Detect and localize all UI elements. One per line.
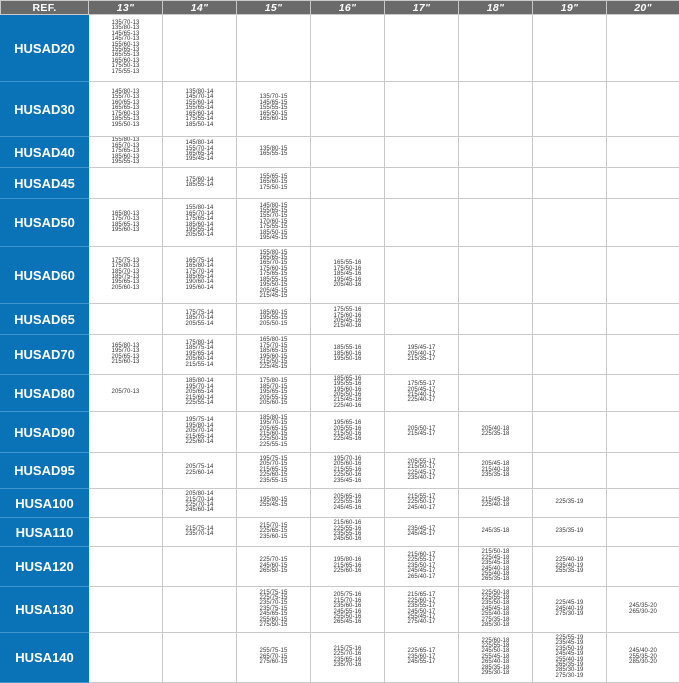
tire-sizes-cell: 155/80-14 165/70-14 175/65-14 185/60-14 195/55-14 205/50-14 (163, 199, 237, 247)
header-16-inch: 16" (311, 1, 385, 15)
ref-code-cell: HUSAD40 (1, 137, 89, 168)
tire-sizes-cell: 235/35-19 (533, 518, 607, 547)
tire-sizes-cell: 215/50-18 225/45-18 235/45-18 245/40-18 255/40-18 265/35-18 (459, 547, 533, 587)
tire-sizes-cell: 175/55-16 175/60-16 205/45-16 215/40-16 (311, 304, 385, 335)
ref-code-cell: HUSAD50 (1, 199, 89, 247)
tire-sizes-cell: 195/80-15 255/45-15 (237, 489, 311, 518)
tire-sizes-cell: 205/50-17 215/45-17 (385, 412, 459, 453)
tire-sizes-cell (385, 199, 459, 247)
ref-code-cell: HUSAD95 (1, 453, 89, 489)
tire-sizes-cell (89, 518, 163, 547)
tire-sizes-cell (311, 82, 385, 137)
tire-sizes-cell (459, 15, 533, 82)
header-ref: REF. (1, 1, 89, 15)
header-14-inch: 14" (163, 1, 237, 15)
tire-sizes-cell: 165/80-15 175/70-15 185/65-15 195/60-15 215/50-15 225/45-15 (237, 335, 311, 375)
tire-sizes-cell (607, 199, 679, 247)
tire-sizes-cell (89, 547, 163, 587)
tire-sizes-cell: 165/55-16 175/50-16 185/45-16 195/45-16 205/40-16 (311, 247, 385, 304)
tire-sizes-cell: 235/45-17 245/45-17 (385, 518, 459, 547)
tire-sizes-cell (163, 15, 237, 82)
tire-sizes-cell (607, 412, 679, 453)
header-row (1, 1, 679, 15)
tire-sizes-cell (89, 168, 163, 199)
header-17-inch: 17" (385, 1, 459, 15)
ref-code-cell: HUSAD90 (1, 412, 89, 453)
tire-sizes-cell: 195/75-15 205/70-15 215/65-15 225/60-15 235/55-15 (237, 453, 311, 489)
tire-sizes-cell (385, 15, 459, 82)
tire-sizes-cell: 175/75-13 175/80-13 185/70-13 185/75-13 195/65-13 205/60-13 (89, 247, 163, 304)
tire-sizes-cell: 205/55-17 215/50-17 225/45-17 235/40-17 (385, 453, 459, 489)
tire-sizes-cell (607, 168, 679, 199)
tire-sizes-cell: 165/75-14 165/80-14 175/70-14 185/65-14 190/60-14 195/60-14 (163, 247, 237, 304)
ref-code-cell: HUSA100 (1, 489, 89, 518)
tire-sizes-cell (533, 82, 607, 137)
tire-sizes-cell (385, 247, 459, 304)
tire-sizes-cell (89, 633, 163, 683)
ref-code-cell: HUSAD30 (1, 82, 89, 137)
ref-code-cell: HUSA120 (1, 547, 89, 587)
table-row (1, 247, 679, 304)
tire-sizes-cell: 205/45-18 215/40-18 235/35-18 (459, 453, 533, 489)
header-15-inch: 15" (237, 1, 311, 15)
table-row (1, 168, 679, 199)
tire-sizes-cell (459, 247, 533, 304)
tire-sizes-cell: 195/80-16 215/65-16 225/60-16 (311, 547, 385, 587)
tire-sizes-cell: 155/80-13 165/70-13 175/65-13 185/60-13 195/55-13 (89, 137, 163, 168)
tire-sizes-cell (459, 335, 533, 375)
tire-sizes-cell (533, 247, 607, 304)
tire-sizes-cell (89, 453, 163, 489)
tire-sizes-cell: 205/40-18 225/35-18 (459, 412, 533, 453)
table-row (1, 82, 679, 137)
tire-sizes-cell (533, 168, 607, 199)
ref-code-cell: HUSA110 (1, 518, 89, 547)
tire-sizes-cell (607, 304, 679, 335)
tire-sizes-cell: 225/40-19 235/40-19 255/35-19 (533, 547, 607, 587)
table-row (1, 489, 679, 518)
tire-sizes-cell: 205/70-13 (89, 375, 163, 412)
table-row (1, 453, 679, 489)
tire-sizes-cell: 225/50-18 225/55-18 235/50-18 245/45-18 255/40-18 275/35-18 285/30-18 (459, 587, 533, 633)
table-row (1, 199, 679, 247)
tire-sizes-cell: 175/55-17 205/45-17 215/40-17 225/40-17 (385, 375, 459, 412)
tire-sizes-cell (607, 518, 679, 547)
tire-sizes-cell: 195/45-17 205/40-17 215/35-17 (385, 335, 459, 375)
tire-sizes-cell (459, 168, 533, 199)
tire-sizes-cell (459, 137, 533, 168)
ref-code-cell: HUSAD80 (1, 375, 89, 412)
tire-sizes-cell: 245/35-18 (459, 518, 533, 547)
tire-sizes-cell (607, 137, 679, 168)
tire-sizes-cell: 215/75-14 235/70-14 (163, 518, 237, 547)
tire-sizes-cell: 165/80-13 175/70-13 185/65-13 195/60-13 (89, 199, 163, 247)
tire-sizes-cell: 135/70-15 145/65-15 155/55-15 165/50-15 165/60-15 (237, 82, 311, 137)
tire-sizes-cell: 145/80-14 155/70-14 165/65-14 195/45-14 (163, 137, 237, 168)
table-row (1, 335, 679, 375)
table-row (1, 547, 679, 587)
tire-sizes-cell: 215/65-17 225/60-17 235/55-17 245/50-17 255/45-17 275/40-17 (385, 587, 459, 633)
tire-sizes-cell (89, 304, 163, 335)
table-row (1, 137, 679, 168)
tire-sizes-cell: 215/60-17 225/55-17 235/50-17 245/45-17 265/40-17 (385, 547, 459, 587)
tire-sizes-cell: 225/65-17 235/60-17 245/55-17 (385, 633, 459, 683)
tire-sizes-cell: 225/55-19 235/45-19 235/50-19 245/45-19 255/40-19 265/35-19 285/30-19 275/30-19 (533, 633, 607, 683)
tire-sizes-cell: 135/80-15 165/55-15 (237, 137, 311, 168)
tire-sizes-cell (533, 375, 607, 412)
tire-sizes-cell (163, 547, 237, 587)
tire-sizes-cell (607, 489, 679, 518)
table-body (1, 15, 679, 683)
tire-sizes-cell (89, 412, 163, 453)
tire-sizes-cell: 245/35-20 265/30-20 (607, 587, 679, 633)
tire-sizes-cell (163, 633, 237, 683)
tire-sizes-cell (533, 412, 607, 453)
tire-sizes-cell: 185/80-14 195/70-14 205/65-14 215/60-14 225/55-14 (163, 375, 237, 412)
table-row (1, 412, 679, 453)
tire-sizes-cell: 225/35-19 (533, 489, 607, 518)
tire-sizes-cell (311, 137, 385, 168)
tire-sizes-cell: 215/75-16 225/70-16 235/65-16 235/70-16 (311, 633, 385, 683)
tire-sizes-cell (607, 82, 679, 137)
tire-sizes-cell: 195/70-16 205/60-16 215/55-16 225/50-16 235/45-16 (311, 453, 385, 489)
tire-sizes-cell (459, 199, 533, 247)
tire-sizes-cell (163, 587, 237, 633)
ref-code-cell: HUSAD70 (1, 335, 89, 375)
tire-sizes-cell (459, 304, 533, 335)
tire-sizes-cell: 225/70-15 245/60-15 265/50-15 (237, 547, 311, 587)
tire-sizes-cell: 135/80-14 145/70-14 155/60-14 155/65-14 165/60-14 175/55-14 185/50-14 (163, 82, 237, 137)
tire-sizes-cell: 205/75-14 225/60-14 (163, 453, 237, 489)
tire-sizes-cell (311, 168, 385, 199)
tire-sizes-cell: 175/80-15 185/70-15 195/65-15 205/55-15 205/60-15 (237, 375, 311, 412)
ref-code-cell: HUSAD45 (1, 168, 89, 199)
tire-sizes-cell (607, 547, 679, 587)
table-row (1, 587, 679, 633)
tire-sizes-cell: 175/80-14 185/75-14 195/65-14 205/60-14 215/55-14 (163, 335, 237, 375)
tire-sizes-cell: 215/75-15 225/75-15 235/70-15 235/75-15 245/65-15 255/60-15 275/50-15 (237, 587, 311, 633)
tire-sizes-cell (607, 453, 679, 489)
tire-sizes-cell (385, 168, 459, 199)
tire-sizes-cell (89, 587, 163, 633)
ref-code-cell: HUSAD20 (1, 15, 89, 82)
ref-code-cell: HUSAD65 (1, 304, 89, 335)
tire-sizes-cell (237, 15, 311, 82)
tire-sizes-cell (607, 247, 679, 304)
tire-sizes-cell (459, 82, 533, 137)
tire-sizes-cell (385, 82, 459, 137)
tire-sizes-cell: 175/60-14 185/55-14 (163, 168, 237, 199)
tire-sizes-cell: 185/65-16 195/55-16 195/60-16 205/50-16 215/45-16 225/40-16 (311, 375, 385, 412)
tire-sizes-cell (533, 335, 607, 375)
table-row (1, 375, 679, 412)
tire-sizes-cell (89, 489, 163, 518)
tire-sizes-cell: 215/70-15 225/65-15 235/60-15 (237, 518, 311, 547)
tire-sizes-cell: 245/40-20 255/35-20 285/30-20 (607, 633, 679, 683)
tire-sizes-cell (311, 15, 385, 82)
tire-sizes-cell (533, 199, 607, 247)
tire-sizes-cell: 165/80-13 195/70-13 205/65-13 215/60-13 (89, 335, 163, 375)
tire-sizes-cell (607, 375, 679, 412)
tire-sizes-cell: 215/60-16 225/55-16 235/55-16 245/50-16 (311, 518, 385, 547)
table-row (1, 633, 679, 683)
ref-code-cell: HUSA130 (1, 587, 89, 633)
tire-sizes-cell: 145/80-15 155/65-15 155/70-15 170/60-15 175/55-15 185/50-15 195/45-15 (237, 199, 311, 247)
table-row (1, 15, 679, 82)
tire-sizes-cell (533, 15, 607, 82)
header-19-inch: 19" (533, 1, 607, 15)
tire-sizes-cell (533, 453, 607, 489)
header-20-inch: 20" (607, 1, 679, 15)
tire-sizes-cell: 175/75-14 185/70-14 205/55-14 (163, 304, 237, 335)
table-row (1, 518, 679, 547)
tire-sizes-cell: 255/75-15 265/70-15 275/60-15 (237, 633, 311, 683)
tire-sizes-cell: 215/45-18 225/40-18 (459, 489, 533, 518)
table-row (1, 304, 679, 335)
tire-sizes-cell (385, 304, 459, 335)
tire-sizes-cell (385, 137, 459, 168)
tire-sizes-cell: 155/65-15 165/60-15 175/50-15 (237, 168, 311, 199)
tire-sizes-cell: 155/80-15 165/65-15 165/70-15 175/60-15 175/65-15 185/55-15 195/50-15 205/45-15 215/45-15 (237, 247, 311, 304)
tire-sizes-cell (607, 15, 679, 82)
tire-sizes-cell: 205/65-16 225/55-16 245/45-16 (311, 489, 385, 518)
tire-sizes-cell: 205/75-16 215/70-16 235/60-16 245/55-16 255/50-16 265/45-16 (311, 587, 385, 633)
header-13-inch: 13" (89, 1, 163, 15)
tire-sizes-cell: 195/65-16 205/55-16 215/50-16 225/45-16 (311, 412, 385, 453)
table-header (1, 1, 679, 15)
tire-sizes-cell: 145/80-13 155/70-13 160/65-13 165/65-13 175/60-13 185/55-13 195/50-13 (89, 82, 163, 137)
tire-sizes-cell: 195/75-14 195/80-14 205/70-14 215/65-14 225/60-14 (163, 412, 237, 453)
tire-sizes-cell (459, 375, 533, 412)
tire-sizes-cell: 215/55-17 225/50-17 245/40-17 (385, 489, 459, 518)
ref-code-cell: HUSA140 (1, 633, 89, 683)
tire-sizes-cell (311, 199, 385, 247)
tire-sizes-cell: 225/45-19 245/40-19 275/30-19 (533, 587, 607, 633)
tire-sizes-cell (533, 304, 607, 335)
tire-sizes-cell: 225/60-18 225/55-18 245/50-18 255/45-18 265/40-18 285/35-18 295/30-18 (459, 633, 533, 683)
tire-sizes-cell (533, 137, 607, 168)
tire-sizes-cell (607, 335, 679, 375)
tire-sizes-cell: 185/80-15 195/70-15 205/65-15 215/60-15 225/50-15 225/55-15 (237, 412, 311, 453)
tire-sizes-cell: 185/55-16 185/60-16 195/50-16 (311, 335, 385, 375)
header-18-inch: 18" (459, 1, 533, 15)
tire-sizes-cell: 135/70-13 135/80-13 145/65-13 145/70-13 155/60-13 155/65-13 165/55-13 165/60-13 175/50-13 175/55-13 (89, 15, 163, 82)
tire-sizes-cell: 185/60-15 195/55-15 205/50-15 (237, 304, 311, 335)
tire-sizes-cell: 205/80-14 215/70-14 225/70-14 245/60-14 (163, 489, 237, 518)
ref-code-cell: HUSAD60 (1, 247, 89, 304)
